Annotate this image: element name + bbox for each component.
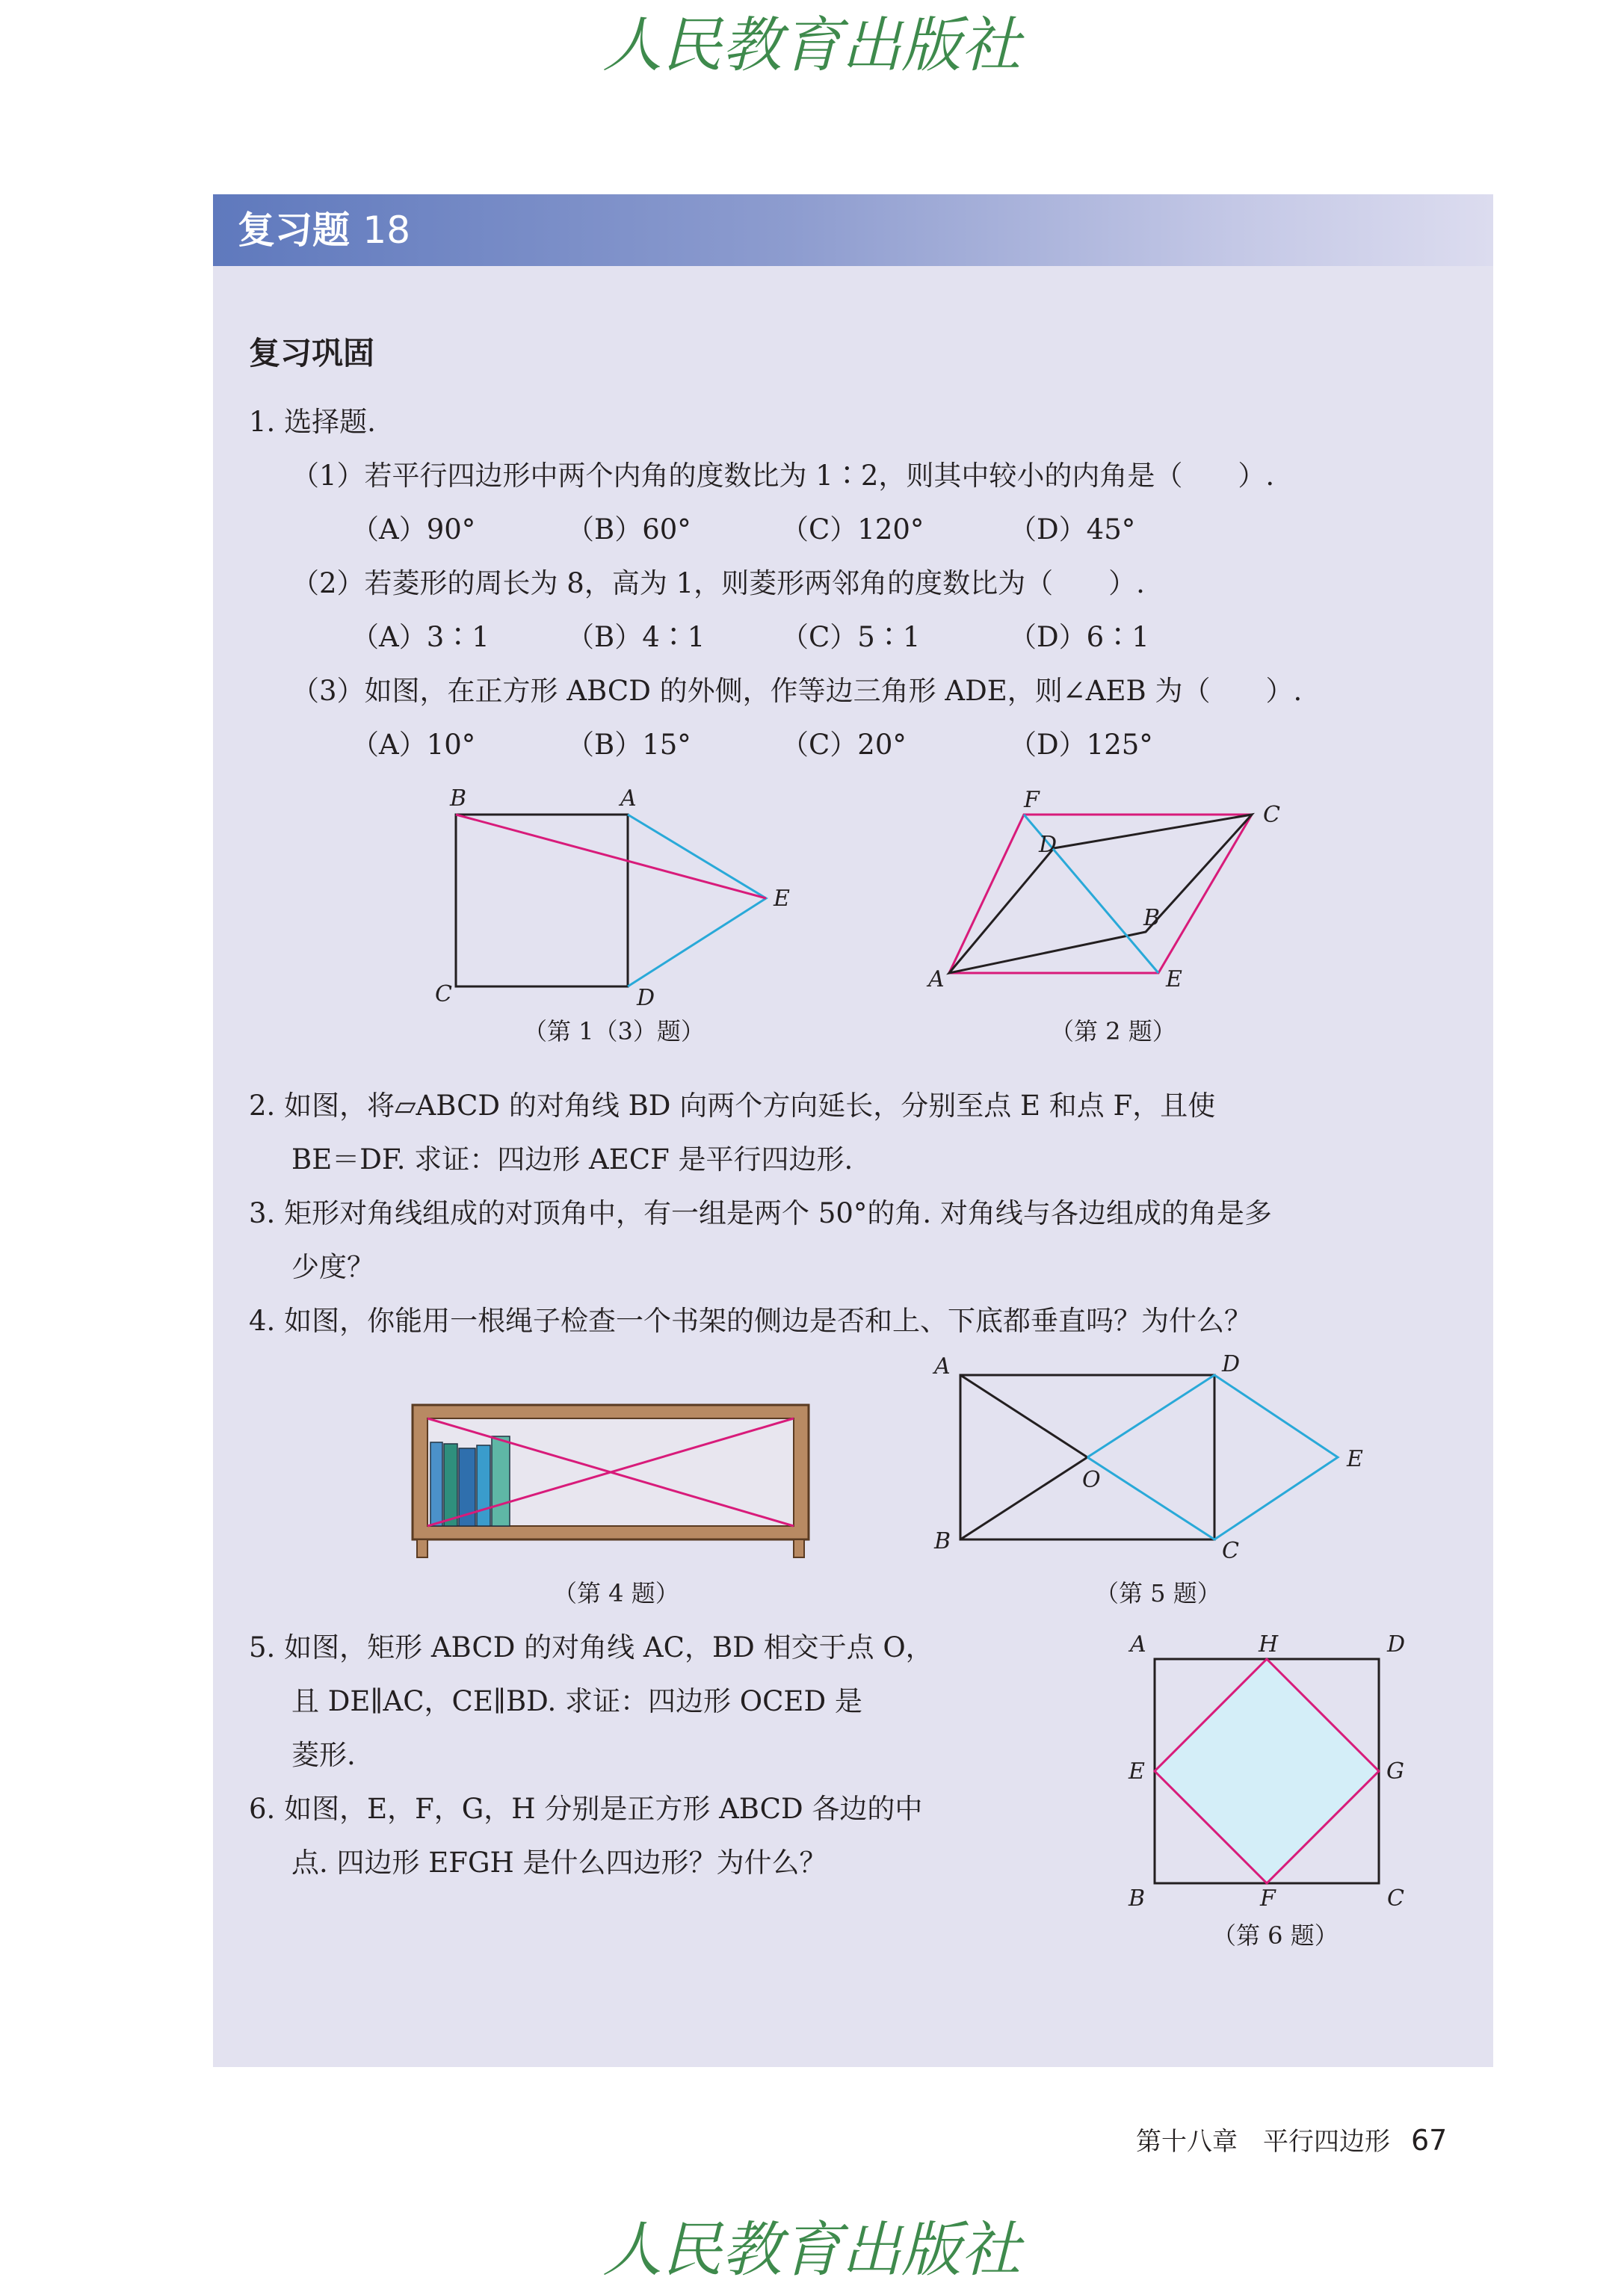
segment-ao (960, 1375, 1087, 1457)
point-label-e: E (1166, 966, 1182, 992)
q5-line1: 5. 如图，矩形 ABCD 的对角线 AC，BD 相交于点 O， (249, 1631, 933, 1664)
point-label-b: B (1143, 905, 1161, 931)
point-label-a: A (928, 966, 945, 992)
q3-line1: 3. 矩形对角线组成的对顶角中，有一组是两个 50°的角. 对角线与各边组成的角是多 (249, 1197, 1272, 1229)
q1-part2-option-d: （D）6∶1 (1009, 621, 1149, 653)
page-number: 67 (1411, 2124, 1448, 2157)
quadrilateral-efgh (1155, 1659, 1379, 1883)
point-label-a: A (1130, 1631, 1146, 1658)
publisher-watermark-bottom (0, 2211, 1624, 2293)
book-icon (477, 1445, 490, 1526)
q1-part3-option-b: （B）15° (566, 729, 691, 761)
point-label-f: F (1024, 787, 1040, 813)
q1-part3-option-d: （D）125° (1009, 729, 1153, 761)
parallelogram-abcd (949, 815, 1252, 973)
shelf-leg (794, 1539, 804, 1557)
point-label-b: B (450, 785, 467, 812)
segment-bo (960, 1457, 1087, 1539)
parallelogram-aecf (949, 815, 1252, 973)
q1-stem: 1. 选择题. (249, 406, 376, 438)
point-label-c: C (1387, 1885, 1404, 1912)
point-label-e: E (1347, 1446, 1363, 1472)
point-label-c: C (435, 981, 452, 1007)
figure-parallelogram-extension (919, 785, 1293, 1001)
q1-part3: （3）如图，在正方形 ABCD 的外侧，作等边三角形 ADE，则∠AEB 为（ ）. (291, 675, 1303, 707)
chapter-title: 第十八章 平行四边形 (1136, 2127, 1390, 2157)
q2-line1: 2. 如图，将▱ABCD 的对角线 BD 向两个方向延长，分别至点 E 和点 F，且使 (249, 1090, 1216, 1122)
segment-be (456, 815, 766, 898)
q1-part2-option-c: （C）5∶1 (781, 621, 921, 653)
q1-part2-option-b: （B）4∶1 (566, 621, 706, 653)
figure-caption-q6: （第 6 题） (1212, 1921, 1339, 1950)
point-label-f: F (1260, 1885, 1276, 1912)
q3-line2: 少度？ (291, 1251, 374, 1283)
q1-part1: （1）若平行四边形中两个内角的度数比为 1∶2，则其中较小的内角是（ ）. (291, 460, 1275, 492)
point-label-d: D (1387, 1631, 1406, 1658)
figure-bookshelf (404, 1397, 822, 1577)
book-icon (430, 1442, 442, 1526)
review-title: 复习题 18 (238, 209, 411, 252)
q6-line1: 6. 如图，E，F，G，H 分别是正方形 ABCD 各边的中 (249, 1793, 923, 1825)
q6-line2: 点. 四边形 EFGH 是什么四边形？为什么？ (291, 1847, 827, 1879)
square-abcd (456, 815, 628, 986)
point-label-e: E (774, 886, 790, 912)
figure-square-triangle (419, 777, 807, 1009)
figure-caption-q2: （第 2 题） (1050, 1017, 1176, 1045)
point-label-e: E (1129, 1758, 1145, 1785)
point-label-c: C (1263, 802, 1280, 828)
point-label-d: D (637, 985, 655, 1011)
book-icon (444, 1444, 457, 1526)
rhombus-oced (1087, 1375, 1338, 1539)
figure-square-midpoints (1114, 1629, 1412, 1913)
point-label-b: B (1129, 1885, 1146, 1912)
svg-text:人民教育出版社: 人民教育出版社 (602, 2215, 1021, 2285)
point-label-c: C (1222, 1538, 1239, 1564)
q1-part2: （2）若菱形的周长为 8，高为 1，则菱形两邻角的度数比为（ ）. (291, 567, 1145, 599)
svg-text:人民教育出版社: 人民教育出版社 (602, 10, 1021, 80)
figure-rectangle-rhombus (919, 1345, 1398, 1569)
figure-caption-q5: （第 5 题） (1095, 1579, 1221, 1607)
point-label-d: D (1222, 1351, 1241, 1377)
figure-caption-q4: （第 4 题） (553, 1579, 679, 1607)
point-label-a: A (934, 1353, 951, 1380)
shelf-leg (417, 1539, 427, 1557)
q5-line3: 菱形. (291, 1739, 356, 1771)
q1-part1-option-a: （A）90° (351, 513, 476, 546)
q4-line1: 4. 如图，你能用一根绳子检查一个书架的侧边是否和上、下底都垂直吗？为什么？ (249, 1305, 1253, 1337)
point-label-o: O (1082, 1467, 1101, 1493)
section-heading: 复习巩固 (249, 335, 375, 371)
triangle-ade-sides (628, 815, 766, 986)
q1-part1-option-c: （C）120° (781, 513, 924, 546)
point-label-b: B (934, 1528, 951, 1554)
point-label-h: H (1259, 1631, 1279, 1658)
book-icon (492, 1436, 510, 1526)
point-label-d: D (1039, 832, 1058, 858)
figure-caption-q1-3: （第 1（3）题） (523, 1017, 705, 1045)
q1-part2-option-a: （A）3∶1 (351, 621, 490, 653)
point-label-g: G (1386, 1758, 1404, 1785)
q1-part3-option-a: （A）10° (351, 729, 476, 761)
q1-part1-option-b: （B）60° (566, 513, 691, 546)
page-footer (1136, 2121, 1447, 2157)
publisher-watermark-top (0, 6, 1624, 88)
point-label-a: A (620, 785, 637, 812)
q2-line2: BE＝DF. 求证：四边形 AECF 是平行四边形. (291, 1143, 853, 1176)
q5-line2: 且 DE∥AC，CE∥BD. 求证：四边形 OCED 是 (291, 1685, 862, 1717)
q1-part1-option-d: （D）45° (1009, 513, 1136, 546)
q1-part3-option-c: （C）20° (781, 729, 907, 761)
